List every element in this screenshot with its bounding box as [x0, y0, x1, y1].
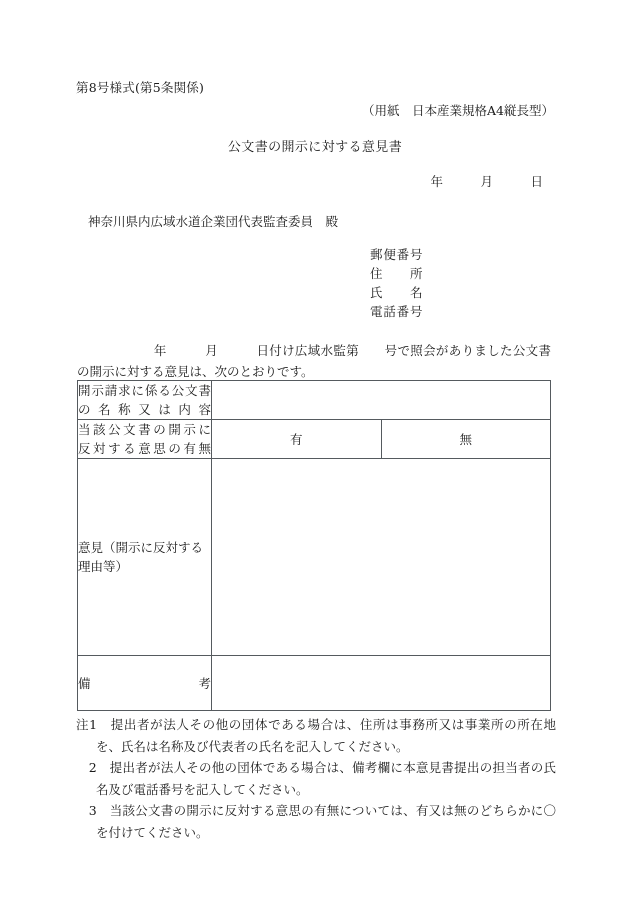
table-row-objection — [78, 420, 551, 459]
addressee: 神奈川県内広域水道企業団代表監査委員 殿 — [88, 214, 339, 229]
label-line-1: 当該公文書の開示に — [78, 422, 211, 437]
table-row-document-name — [78, 381, 551, 420]
footnote-item-2: 2 提出者が法人その他の団体である場合は、備考欄に本意見書提出の担当者の氏名及び電話番号を記入してください。 — [76, 760, 556, 797]
address-label: 住所 — [370, 266, 423, 281]
footnote-item-1: 注1 提出者が法人その他の団体である場合は、住所は事務所又は事業所の所在地を、氏名は名称及び代表者の氏名を記入してください。 — [76, 717, 556, 754]
label-remarks: 備考 — [78, 675, 211, 691]
label-line-2: の名称又は内容 — [78, 402, 211, 417]
document-title: 公文書の開示に対する意見書 — [227, 140, 403, 155]
submitter-block — [370, 245, 423, 321]
form-number: 第8号様式(第5条関係) — [76, 80, 205, 95]
row-label-objection — [78, 420, 212, 459]
row-label-document-name — [78, 381, 212, 420]
body-paragraph: 年 月 日付け広域水監第 号で照会がありました公文書の開示に対する意見は、次のとおりです。 — [77, 343, 551, 379]
paper-size-note: （用紙 日本産業規格A4縦長型） — [362, 103, 554, 118]
footnotes — [76, 714, 556, 843]
label-line-1: 開示請求に係る公文書 — [78, 383, 211, 398]
phone-label: 電話番号 — [370, 304, 423, 319]
footnote-item-3: 3 当該公文書の開示に反対する意思の有無については、有又は無のどちらかに〇を付けてください。 — [76, 803, 556, 840]
input-opinion[interactable] — [212, 459, 551, 656]
table-row-opinion — [78, 459, 551, 656]
label-line-2: 反対する意思の有無 — [78, 441, 211, 456]
option-yes[interactable]: 有 — [212, 420, 382, 459]
label-line-1: 意見（開示に反対する — [78, 540, 204, 555]
postal-code-label: 郵便番号 — [370, 247, 423, 262]
name-label: 氏名 — [370, 285, 423, 300]
row-label-opinion — [78, 459, 212, 656]
input-remarks[interactable] — [212, 656, 551, 711]
date-line: 年 月 日 — [430, 174, 543, 189]
option-no[interactable]: 無 — [381, 420, 551, 459]
table-row-remarks — [78, 656, 551, 711]
row-label-remarks — [78, 656, 212, 711]
opinion-form-table — [77, 380, 551, 711]
input-document-name[interactable] — [212, 381, 551, 420]
label-line-2: 理由等） — [78, 559, 129, 574]
